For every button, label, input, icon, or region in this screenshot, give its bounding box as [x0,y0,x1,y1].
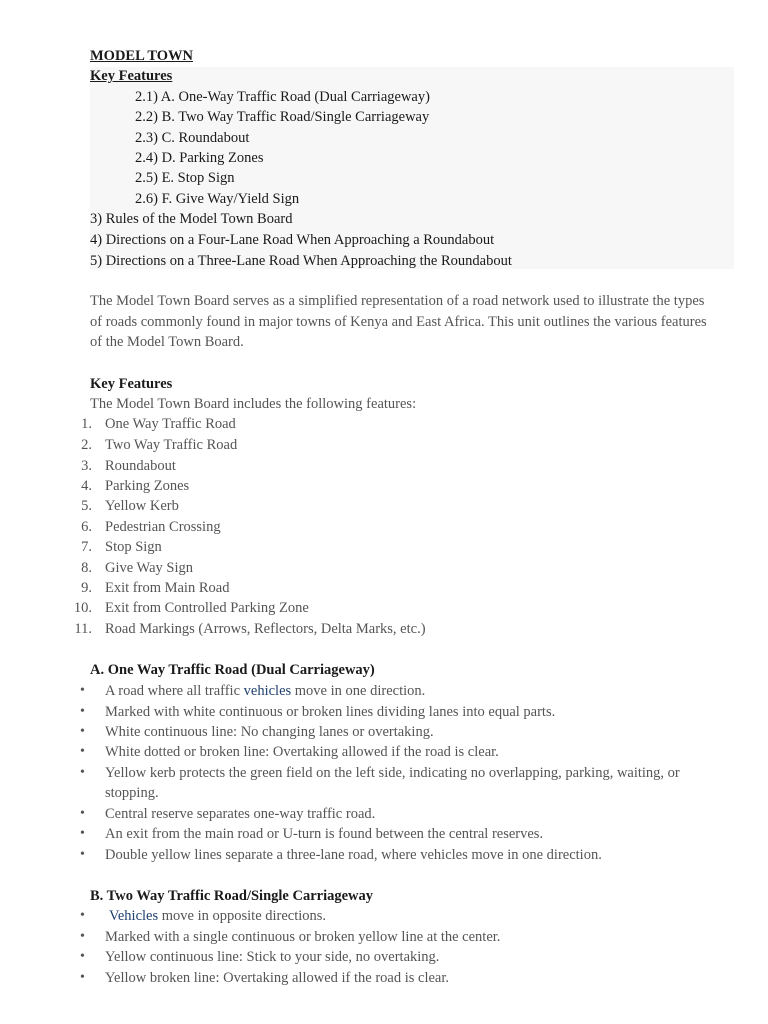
bullet-icon: • [80,765,85,780]
list-number: 7. [81,539,92,555]
list-number: 11. [74,621,92,637]
vehicles-link[interactable]: vehicles [243,683,292,699]
bullet-text: Marked with white continuous or broken lines dividing lanes into equal parts. [105,704,556,720]
bullet-text: move in one direction. [291,683,426,699]
toc-item[interactable]: 5) Directions on a Three-Lane Road When Approaching the Roundabout [90,253,512,269]
bullet-icon: • [80,949,85,964]
bullet-icon: • [80,929,85,944]
intro-line: of the Model Town Board. [90,334,244,350]
toc-item[interactable]: 2.3) C. Roundabout [135,130,250,146]
section-a-heading: A. One Way Traffic Road (Dual Carriageway) [90,662,375,678]
list-number: 10. [73,600,92,616]
document-title: MODEL TOWN [90,48,194,64]
list-number: 1. [81,416,92,432]
section-b-heading: B. Two Way Traffic Road/Single Carriageway [90,888,374,904]
toc-item[interactable]: 2.1) A. One-Way Traffic Road (Dual Carriageway) [135,89,430,105]
toc-item[interactable]: 2.2) B. Two Way Traffic Road/Single Carriageway [135,109,430,125]
bullet-text: move in opposite directions. [158,908,327,924]
list-text: Pedestrian Crossing [105,519,221,535]
bullet-text: Yellow broken line: Overtaking allowed if the road is clear. [105,970,450,986]
list-number: 2. [81,437,92,453]
bullet-icon: • [80,847,85,862]
bullet-icon: • [80,806,85,821]
toc-item[interactable]: 2.5) E. Stop Sign [135,170,235,186]
intro-line: The Model Town Board serves as a simplified representation of a road network used to illustrate the types [90,293,705,309]
bullet-text: Double yellow lines separate a three-lane road, where vehicles move in one direction. [105,847,602,863]
features-heading: Key Features [90,376,173,392]
list-text: Exit from Controlled Parking Zone [105,600,309,616]
list-text: One Way Traffic Road [105,416,236,432]
bullet-text: White dotted or broken line: Overtaking allowed if the road is clear. [105,744,499,760]
toc-item[interactable]: 2.6) F. Give Way/Yield Sign [135,191,300,207]
features-lead: The Model Town Board includes the following features: [90,396,417,412]
bullet-text: White continuous line: No changing lanes or overtaking. [105,724,434,740]
toc-item[interactable]: 4) Directions on a Four-Lane Road When Approaching a Roundabout [90,232,495,248]
list-number: 5. [81,498,92,514]
list-number: 4. [81,478,92,494]
list-text: Two Way Traffic Road [105,437,238,453]
toc-item[interactable]: 2.4) D. Parking Zones [135,150,264,166]
toc-key-features-link[interactable]: Key Features [90,68,173,84]
bullet-text: Central reserve separates one-way traffic road. [105,806,376,822]
vehicles-link[interactable]: Vehicles [109,908,159,924]
bullet-icon: • [80,826,85,841]
bullet-text: A road where all traffic [105,683,244,699]
list-number: 6. [81,519,92,535]
list-text: Yellow Kerb [105,498,179,514]
list-text: Give Way Sign [105,560,193,576]
bullet-text: Yellow continuous line: Stick to your side, no overtaking. [105,949,440,965]
bullet-text: stopping. [105,785,159,801]
list-text: Road Markings (Arrows, Reflectors, Delta Marks, etc.) [105,621,426,637]
list-number: 8. [81,560,92,576]
bullet-icon: • [80,683,85,698]
bullet-text: Marked with a single continuous or broken yellow line at the center. [105,929,501,945]
list-text: Stop Sign [105,539,162,555]
list-text: Roundabout [105,458,176,474]
bullet-icon: • [80,970,85,985]
bullet-icon: • [80,744,85,759]
list-text: Parking Zones [105,478,190,494]
toc-item[interactable]: 3) Rules of the Model Town Board [90,211,293,227]
bullet-text: An exit from the main road or U-turn is found between the central reserves. [105,826,544,842]
list-number: 9. [81,580,92,596]
list-text: Exit from Main Road [105,580,230,596]
bullet-text: Yellow kerb protects the green field on the left side, indicating no overlapping, parking, waiting, or [105,765,680,781]
bullet-icon: • [80,724,85,739]
list-number: 3. [81,458,92,474]
bullet-icon: • [80,704,85,719]
bullet-icon: • [80,908,85,923]
intro-line: of roads commonly found in major towns of Kenya and East Africa. This unit outlines the various features [90,314,707,330]
